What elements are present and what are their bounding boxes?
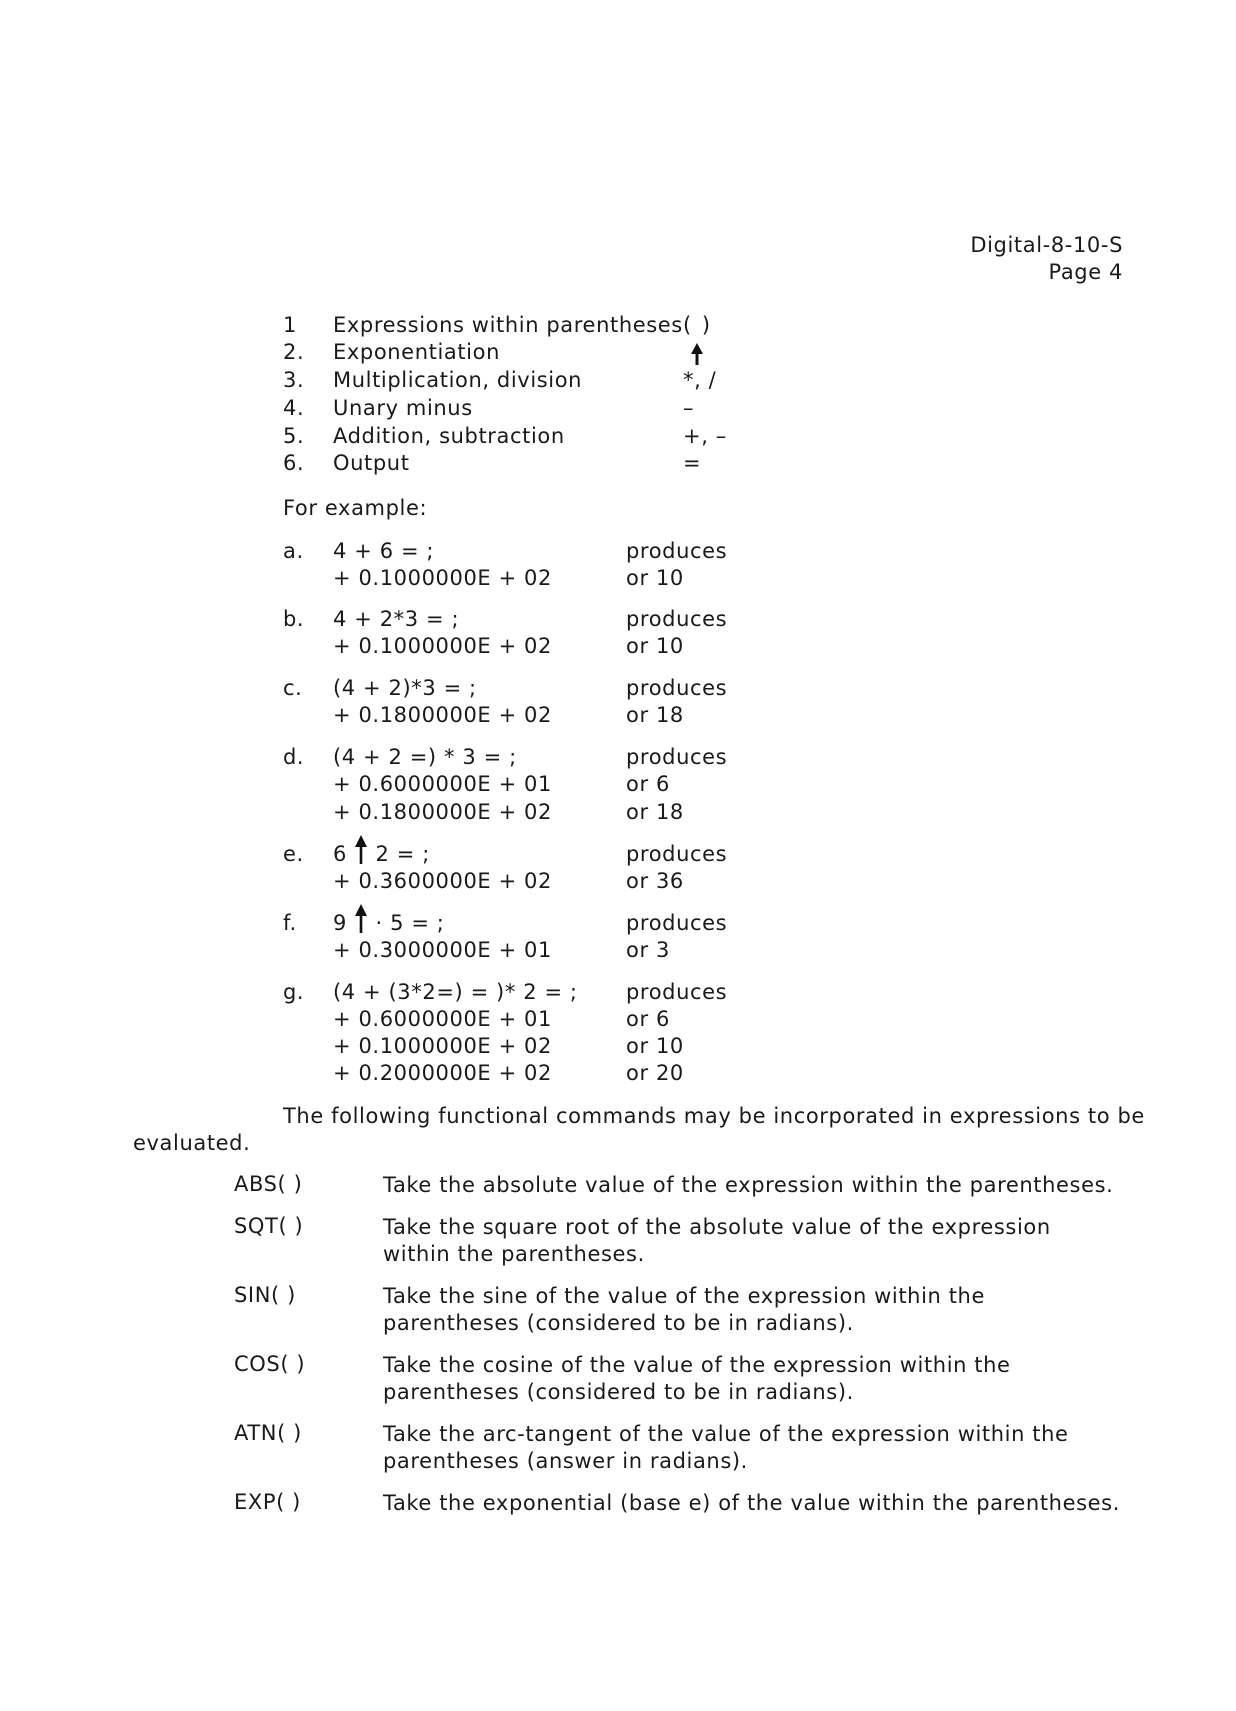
- page-number: Page 4: [1048, 260, 1123, 284]
- example-expression: (4 + 2)*3 = ;: [333, 676, 477, 700]
- example-output: + 0.6000000E + 01: [333, 772, 552, 796]
- example-expression: 4 + 2*3 = ;: [333, 607, 460, 631]
- precedence-number: 4.: [283, 396, 305, 420]
- function-name: ATN( ): [234, 1421, 302, 1445]
- precedence-number: 1: [283, 313, 297, 337]
- example-result: or 3: [626, 938, 670, 962]
- example-produces: produces: [626, 607, 728, 631]
- function-description: Take the sine of the value of the expression within the parentheses (considered to be in radians).: [383, 1284, 985, 1335]
- precedence-symbol: *, /: [683, 368, 717, 392]
- example-expression: [333, 842, 430, 866]
- precedence-number: 5.: [283, 424, 305, 448]
- example-result: or 18: [626, 703, 684, 727]
- function-description: Take the square root of the absolute value of the expression within the parentheses.: [383, 1215, 1051, 1266]
- example-output: + 0.1000000E + 02: [333, 566, 552, 590]
- example-produces: produces: [626, 745, 728, 769]
- example-result: or 6: [626, 772, 670, 796]
- example-result: or 18: [626, 800, 684, 824]
- precedence-symbol: +, –: [683, 424, 727, 448]
- function-name: ABS( ): [234, 1172, 303, 1196]
- example-expression: (4 + (3*2=) = )* 2 = ;: [333, 980, 578, 1004]
- example-produces: produces: [626, 842, 728, 866]
- example-expression: 4 + 6 = ;: [333, 539, 435, 563]
- function-name: SIN( ): [234, 1283, 296, 1307]
- intro-paragraph-line: evaluated.: [133, 1131, 251, 1155]
- example-output: + 0.2000000E + 02: [333, 1061, 552, 1085]
- example-produces: produces: [626, 539, 728, 563]
- example-output: + 0.6000000E + 01: [333, 1007, 552, 1031]
- example-letter: g.: [283, 980, 305, 1004]
- example-letter: c.: [283, 676, 303, 700]
- expression-rest: 2 = ;: [375, 842, 430, 866]
- precedence-description: Expressions within parentheses: [333, 313, 683, 337]
- precedence-symbol: ( ): [683, 313, 713, 337]
- up-arrow-icon: [354, 835, 368, 865]
- example-result: or 10: [626, 1034, 684, 1058]
- expression-base: 9: [333, 911, 347, 935]
- precedence-number: 3.: [283, 368, 305, 392]
- precedence-description: Output: [333, 451, 410, 475]
- example-output: + 0.3600000E + 02: [333, 869, 552, 893]
- function-description: Take the cosine of the value of the expression within the parentheses (considered to be in radians).: [383, 1353, 1011, 1404]
- document-id: Digital-8-10-S: [970, 233, 1123, 257]
- example-output: + 0.1800000E + 02: [333, 703, 552, 727]
- function-name: COS( ): [234, 1352, 306, 1376]
- function-description: Take the exponential (base e) of the value within the parentheses.: [383, 1491, 1120, 1515]
- up-arrow-icon: [690, 342, 704, 366]
- example-letter: d.: [283, 745, 305, 769]
- intro-paragraph-line: The following functional commands may be incorporated in expressions to be: [283, 1104, 1145, 1128]
- precedence-number: 2.: [283, 340, 305, 364]
- example-expression: (4 + 2 =) * 3 = ;: [333, 745, 517, 769]
- example-produces: produces: [626, 911, 728, 935]
- example-result: or 10: [626, 634, 684, 658]
- up-arrow-icon: [354, 904, 368, 934]
- example-output: + 0.3000000E + 01: [333, 938, 552, 962]
- example-result: or 10: [626, 566, 684, 590]
- example-letter: a.: [283, 539, 304, 563]
- function-name: EXP( ): [234, 1490, 301, 1514]
- example-result: or 20: [626, 1061, 684, 1085]
- example-produces: produces: [626, 676, 728, 700]
- function-description: Take the arc-tangent of the value of the expression within the parentheses (answer in radians).: [383, 1422, 1069, 1473]
- example-expression: [333, 911, 444, 935]
- precedence-description: Exponentiation: [333, 340, 500, 364]
- example-result: or 6: [626, 1007, 670, 1031]
- precedence-description: Addition, subtraction: [333, 424, 565, 448]
- precedence-description: Multiplication, division: [333, 368, 583, 392]
- example-output: + 0.1800000E + 02: [333, 800, 552, 824]
- example-letter: e.: [283, 842, 304, 866]
- example-result: or 36: [626, 869, 684, 893]
- expression-base: 6: [333, 842, 347, 866]
- example-output: + 0.1000000E + 02: [333, 634, 552, 658]
- expression-rest: · 5 = ;: [375, 911, 445, 935]
- example-letter: f.: [283, 911, 297, 935]
- precedence-description: Unary minus: [333, 396, 473, 420]
- precedence-symbol: =: [683, 451, 702, 475]
- function-name: SQT( ): [234, 1214, 304, 1238]
- precedence-symbol: –: [683, 396, 695, 420]
- example-output: + 0.1000000E + 02: [333, 1034, 552, 1058]
- precedence-number: 6.: [283, 451, 305, 475]
- for-example-label: For example:: [283, 496, 428, 520]
- example-produces: produces: [626, 980, 728, 1004]
- function-description: Take the absolute value of the expression within the parentheses.: [383, 1173, 1114, 1197]
- example-letter: b.: [283, 607, 305, 631]
